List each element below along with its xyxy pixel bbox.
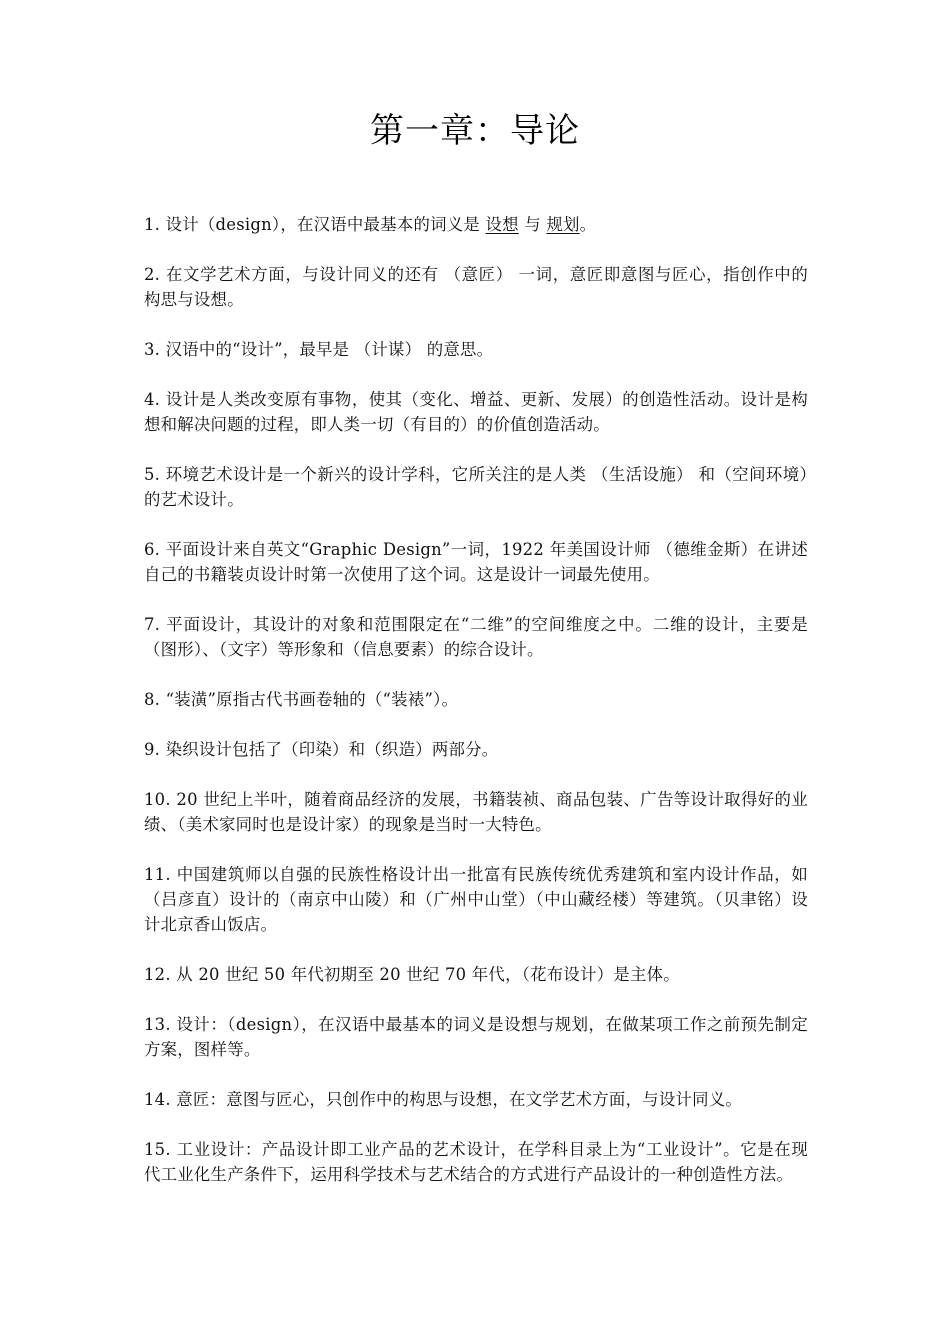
- list-item-14: 14. 意匠：意图与匠心，只创作中的构思与设想，在文学艺术方面，与设计同义。: [144, 1090, 743, 1109]
- underlined-answer-1: 设想: [485, 215, 519, 234]
- item-1-text-pre: 1. 设计（design），在汉语中最基本的词义是: [144, 215, 486, 234]
- list-item-13: 13. 设计：（design），在汉语中最基本的词义是设想与规划，在做某项工作之前预先制定方案，图样等。: [144, 1015, 808, 1059]
- list-item-15: 15. 工业设计：产品设计即工业产品的艺术设计，在学科目录上为“工业设计”。它是在现代工业化生产条件下，运用科学技术与艺术结合的方式进行产品设计的一种创造性方法。: [144, 1140, 808, 1184]
- list-item-6: 6. 平面设计来自英文“Graphic Design”一词，1922 年美国设计师 （德维金斯）在讲述自己的书籍装贞设计时第一次使用了这个词。这是设计一词最先使用。: [144, 540, 808, 584]
- list-item-5: 5. 环境艺术设计是一个新兴的设计学科，它所关注的是人类 （生活设施） 和（空间环境）的艺术设计。: [144, 465, 808, 509]
- underlined-answer-2: 规划: [546, 215, 580, 234]
- list-item-11: 11. 中国建筑师以自强的民族性格设计出一批富有民族传统优秀建筑和室内设计作品，如（吕彦直）设计的（南京中山陵）和（广州中山堂）（中山藏经楼）等建筑。（贝聿铭）设计北京香山饭店。: [144, 865, 808, 934]
- question-list: [144, 212, 808, 1212]
- list-item-2: 2. 在文学艺术方面，与设计同义的还有 （意匠） 一词，意匠即意图与匠心，指创作中的构思与设想。: [144, 265, 808, 309]
- item-1-text-post: 。: [579, 215, 597, 234]
- item-1-text-mid: 与: [518, 215, 547, 234]
- list-item-8: 8. “装潢”原指古代书画卷轴的（“装裱”）。: [144, 690, 459, 709]
- list-item-10: 10. 20 世纪上半叶，随着商品经济的发展，书籍装祯、商品包装、广告等设计取得好的业绩、（美术家同时也是设计家）的现象是当时一大特色。: [144, 790, 808, 834]
- list-item-7: 7. 平面设计，其设计的对象和范围限定在“二维”的空间维度之中。二维的设计，主要是（图形）、（文字）等形象和（信息要素）的综合设计。: [144, 615, 808, 659]
- list-item-4: 4. 设计是人类改变原有事物，使其（变化、增益、更新、发展）的创造性活动。设计是构想和解决问题的过程，即人类一切（有目的）的价值创造活动。: [144, 390, 808, 434]
- list-item-1: [144, 212, 808, 237]
- list-item-9: 9. 染织设计包括了（印染）和（织造）两部分。: [144, 740, 499, 759]
- list-item-3: 3. 汉语中的“设计”，最早是 （计谋） 的意思。: [144, 340, 494, 359]
- page-title: 第一章：导论: [370, 111, 580, 151]
- list-item-12: 12. 从 20 世纪 50 年代初期至 20 世纪 70 年代，（花布设计）是主体。: [144, 965, 680, 984]
